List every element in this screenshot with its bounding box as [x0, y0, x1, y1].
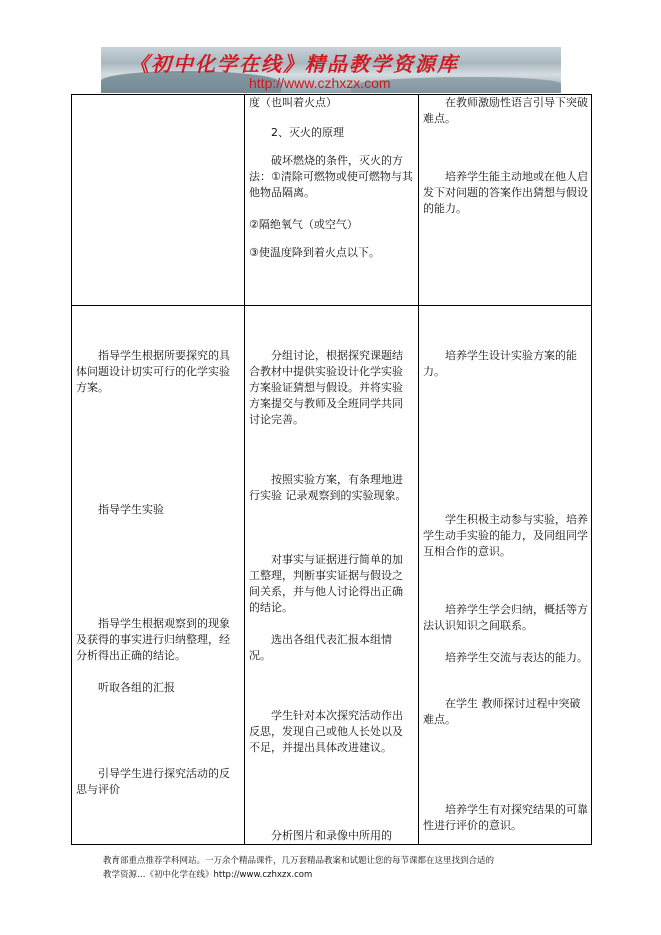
- paragraph: 按照实验方案，有条理地进行实验 记录观察到的实验现象。: [249, 473, 407, 502]
- paragraph: 听取各组的汇报: [98, 681, 175, 694]
- student-activity-cell: [245, 95, 419, 306]
- paragraph: 指导学生根据观察到的现象及获得的事实进行归纳整理，经分析得出正确的结论。: [76, 617, 230, 662]
- teacher-activity-cell: [72, 95, 245, 306]
- paragraph: 破坏燃烧的条件，灭火的方法：①清除可燃物或使可燃物与其他物品隔离。: [249, 154, 413, 199]
- paragraph: 引导学生进行探究活动的反思与评价: [76, 767, 230, 796]
- teacher-activity-cell: [72, 306, 245, 845]
- paragraph: 指导学生根据所要探究的具体问题设计切实可行的化学实验方案。: [76, 349, 230, 394]
- paragraph: 2、灭火的原理: [271, 126, 344, 139]
- paragraph: ②隔绝氧气（或空气）: [249, 218, 358, 231]
- paragraph: 学生针对本次探究活动作出反思，发现自己或他人长处以及不足，并提出具体改进建议。: [249, 709, 403, 754]
- lesson-plan-table: [71, 94, 592, 845]
- paragraph: 在教师激励性语言引导下突破难点。: [423, 96, 588, 125]
- banner-title: 《初中化学在线》精品教学资源库: [129, 52, 459, 76]
- paragraph: 培养学生能主动地或在他人启发下对问题的答案作出猜想与假设的能力。: [423, 170, 588, 215]
- paragraph: 培养学生学会归纳，概括等方法认识知识之间联系。: [423, 603, 588, 632]
- paragraph: 分析图片和录像中所用的: [271, 829, 392, 842]
- banner-url[interactable]: http://www.czhxzx.com: [249, 75, 391, 91]
- paragraph: 培养学生有对探究结果的可靠性进行评价的意识。: [423, 803, 588, 832]
- header-banner: [101, 47, 561, 93]
- table-row: [72, 95, 592, 306]
- design-intent-cell: [419, 306, 592, 845]
- design-intent-cell: [419, 95, 592, 306]
- paragraph: 培养学生交流与表达的能力。: [445, 651, 588, 664]
- paragraph: 度（也叫着火点）: [249, 96, 337, 109]
- paragraph: 学生积极主动参与实验，培养学生动手实验的能力，及同组同学互相合作的意识。: [423, 513, 588, 558]
- student-activity-cell: [245, 306, 419, 845]
- paragraph: 在学生 教师探讨过程中突破难点。: [423, 697, 581, 726]
- page-footer: [103, 854, 583, 882]
- paragraph: ③使温度降到着火点以下。: [249, 246, 380, 259]
- paragraph: 培养学生设计实验方案的能力。: [423, 349, 577, 378]
- paragraph: 指导学生实验: [98, 503, 164, 516]
- paragraph: 分组讨论，根据探究课题结合教材中提供实验设计化学实验方案验证猜想与假设。并将实验方案提交与教师及全班同学共同讨论完善。: [249, 349, 403, 426]
- paragraph: 对事实与证据进行简单的加工整理，判断事实证据与假设之间关系，并与他人讨论得出正确的结论。: [249, 553, 403, 614]
- paragraph: 选出各组代表汇报本组情况。: [249, 633, 392, 662]
- table-row: [72, 306, 592, 845]
- footer-line[interactable]: 教学资源…《初中化学在线》http://www.czhxzx.com: [103, 870, 313, 880]
- footer-line: 教育部重点推荐学科网站。一万余个精品课件，几万套精品教案和试题让您的每节课都在这里找到合适的: [103, 856, 495, 866]
